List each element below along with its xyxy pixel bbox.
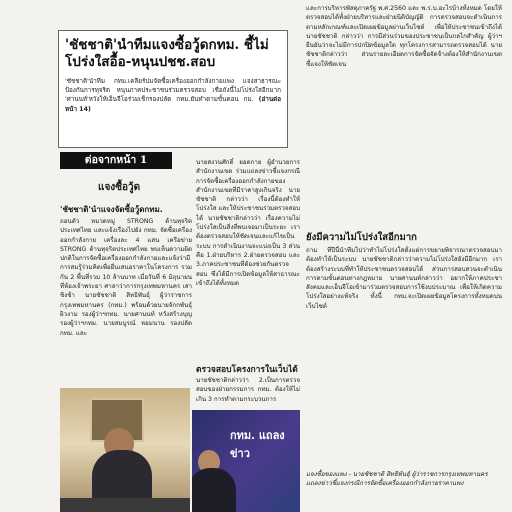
article-body-col1: ถอนตัว หมวดหมู่ STRONG ด้านทุจริตประเทศไทย และแจ้งเรื่องไปยัง กทม. จัดซื้อเครื่องออกกำลังกาย เครื่องละ 4 แสน เครือข่าย STRONG ต้านทุจริตประเทศไทย พบเห็นความผิดปกติในการจัดซื้อเครื่องออกกำลังกายและแจ้งว่ามีการสมรู้ร่วมคิดเพื่อยื่นเสนอราคาในโครงการ รวมกัน 2 พื้นที่รวม 10 ล้านบาท เมื่อวันที่ 6 มิถุนายน ที่ห้องเจ้าพระยา ศาลาว่าการกรุงเทพมหานคร เสาชิงช้า นายชัชชาติ สิทธิพันธุ์ ผู้ว่าราชการกรุงเทพมหานคร (กทม.) พร้อมด้วยนายจักกพันธุ์ ผิวงาม รองผู้ว่าฯกทม. นายศานนท์ หวังสร้างบุญ รองผู้ว่าฯกทม. นายสมบูรณ์ หอมนาน รองปลัด กทม. และ: [60, 218, 192, 337]
poster-person-body: [192, 468, 236, 512]
front-teaser-box: [58, 30, 288, 148]
article-subtitle: แจงซื้อวู้ด: [98, 182, 141, 193]
section-label: ต่อจากหน้า 1: [60, 152, 172, 169]
teaser-headline: 'ชัชชาติ'นำทีมแจงซื้อวู้ดกทม. ชี้ไม่โปร่งใสอื้อ-หนุนปชช.สอบ: [65, 37, 269, 70]
subhead-check-projects: ตรวจสอบโครงการในเว็บได้: [196, 365, 298, 375]
article-body-col2: นายสงวนศักดิ์ ยอดกาย ผู้อำนวยการสำนักงานเขต ร่วมแถลงข่าวชี้แจงกรณีการจัดซื้อเครื่องออกกำลังกายของสำนักงานเขตที่มีราคาสูงเกินจริง นายชัชชาติ กล่าวว่า เรื่องนี้ต้องทำให้โปร่งใส และให้ประชาชนร่วมตรวจสอบได้ นายชัชชาติกล่าวว่า เรื่องความไม่โปร่งใสเป็นสิ่งที่พบเจอมาเป็นระยะ เราต้องตรวจสอบให้ชัดเจนและแก้ไขเป็นระบบ การดำเนินงานจะแบ่งเป็น 3 ส่วน คือ 1.ฝ่ายบริหาร 2.ฝ่ายตรวจสอบ และ 3.ภาคประชาชนที่ต้องช่วยกันตรวจสอบ ซึ่งได้มีการเปิดข้อมูลให้สาธารณะเข้าถึงได้ทั้งหมด: [196, 159, 300, 287]
photo-caption: แจงซื้อของแพง - นายชัชชาติ สิทธิพันธุ์ ผู้ว่าราชการกรุงเทพมหานคร แถลงข่าวชี้แจงกรณีการจัดซื้อเครื่องออกกำลังกายราคาแพง: [306, 471, 488, 487]
press-conference-photo: [60, 388, 190, 512]
table-edge: [60, 498, 190, 512]
poster-title: กทม. แถลงข่าว: [230, 429, 285, 460]
article-body-col2b: นายชัชชาติกล่าวว่า 2.เป็นการตรวจสอบของฝ่ายกรรมการ กทม. ต้องให้ไม่เกิน 3 การทำตามกระบวนการ: [196, 377, 300, 403]
teaser-continued: (อ่านต่อหน้า 14): [65, 96, 281, 113]
backdrop-poster-photo: [192, 410, 300, 512]
right-body-2: ถาม ที่ปีนี้นำทีมไปว่าทำไม่โปร่งใสตั้งแต่การขยายพิจารณาตรวจสอบมา ต้องทำให้เป็นระบบ นายชัชชาติกล่าวว่าความไม่โปร่งใสยังมีอีกมาก เราต้องสร้างระบบที่ทำให้ประชาชนตรวจสอบได้ ส่วนการสอบสวนจะดำเนินการตามขั้นตอนทางกฎหมาย นายศานนท์กล่าวว่า อยากให้ภาคประชาสังคมและเอ็นจีโอเข้ามาร่วมตรวจสอบการใช้งบประมาณ เพื่อให้เกิดความโปร่งใสอย่างแท้จริง ทั้งนี้ กทม.จะเปิดเผยข้อมูลโครงการทั้งหมดบนเว็บไซต์: [306, 247, 502, 310]
teaser-summary-text: 'ชัชชาติ'นำทีม กทม.เคลียร์ปมจัดซื้อเครื่องออกกำลังกายแพง แจงสาธารณะป้องกันการทุจริต หนุนภาคประชาชนร่วมตรวจสอบ เชื่อถังนี้ไม่โปร่งใสอีกมาก 'ศานนท์'หวังให้เอ็นจีโอร่วมเช็กรองปลัด กทม.ยันทำตามขั้นตอน กม.: [65, 78, 281, 104]
right-body-1: และการบริหารพัสดุภาครัฐ พ.ศ.2560 และ พ.ร.บ.อะไรบ้างทั้งหมด โดยให้ตรวจสอบได้ทั้งฝ่ายบริหารและฝ่ายนิติบัญญัติ การตรวจสอบจะดำเนินการตามหลักเกณฑ์และเปิดเผยข้อมูลผ่านเว็บไซต์ เพื่อให้ประชาชนเข้าถึงได้ นายชัชชาติ กล่าวว่า การมีส่วนร่วมของประชาชนเป็นกลไกสำคัญ ผู้ว่าฯยืนยันว่าจะไม่มีการปกปิดข้อมูลใด ทุกโครงการสามารถตรวจสอบได้ นายชัชชาติกล่าวว่า ส่วนรายละเอียดการจัดซื้อจัดจ้างต้องให้สำนักงานเขตชี้แจงให้ชัดเจน: [306, 5, 502, 68]
lead-title: 'ชัชชาติ'นำแจงจัดซื้อวู้ดกทม.: [60, 205, 163, 214]
teaser-summary: [65, 77, 281, 114]
right-subhead: ยังมีความไม่โปร่งใสอีกมาก: [306, 232, 417, 243]
